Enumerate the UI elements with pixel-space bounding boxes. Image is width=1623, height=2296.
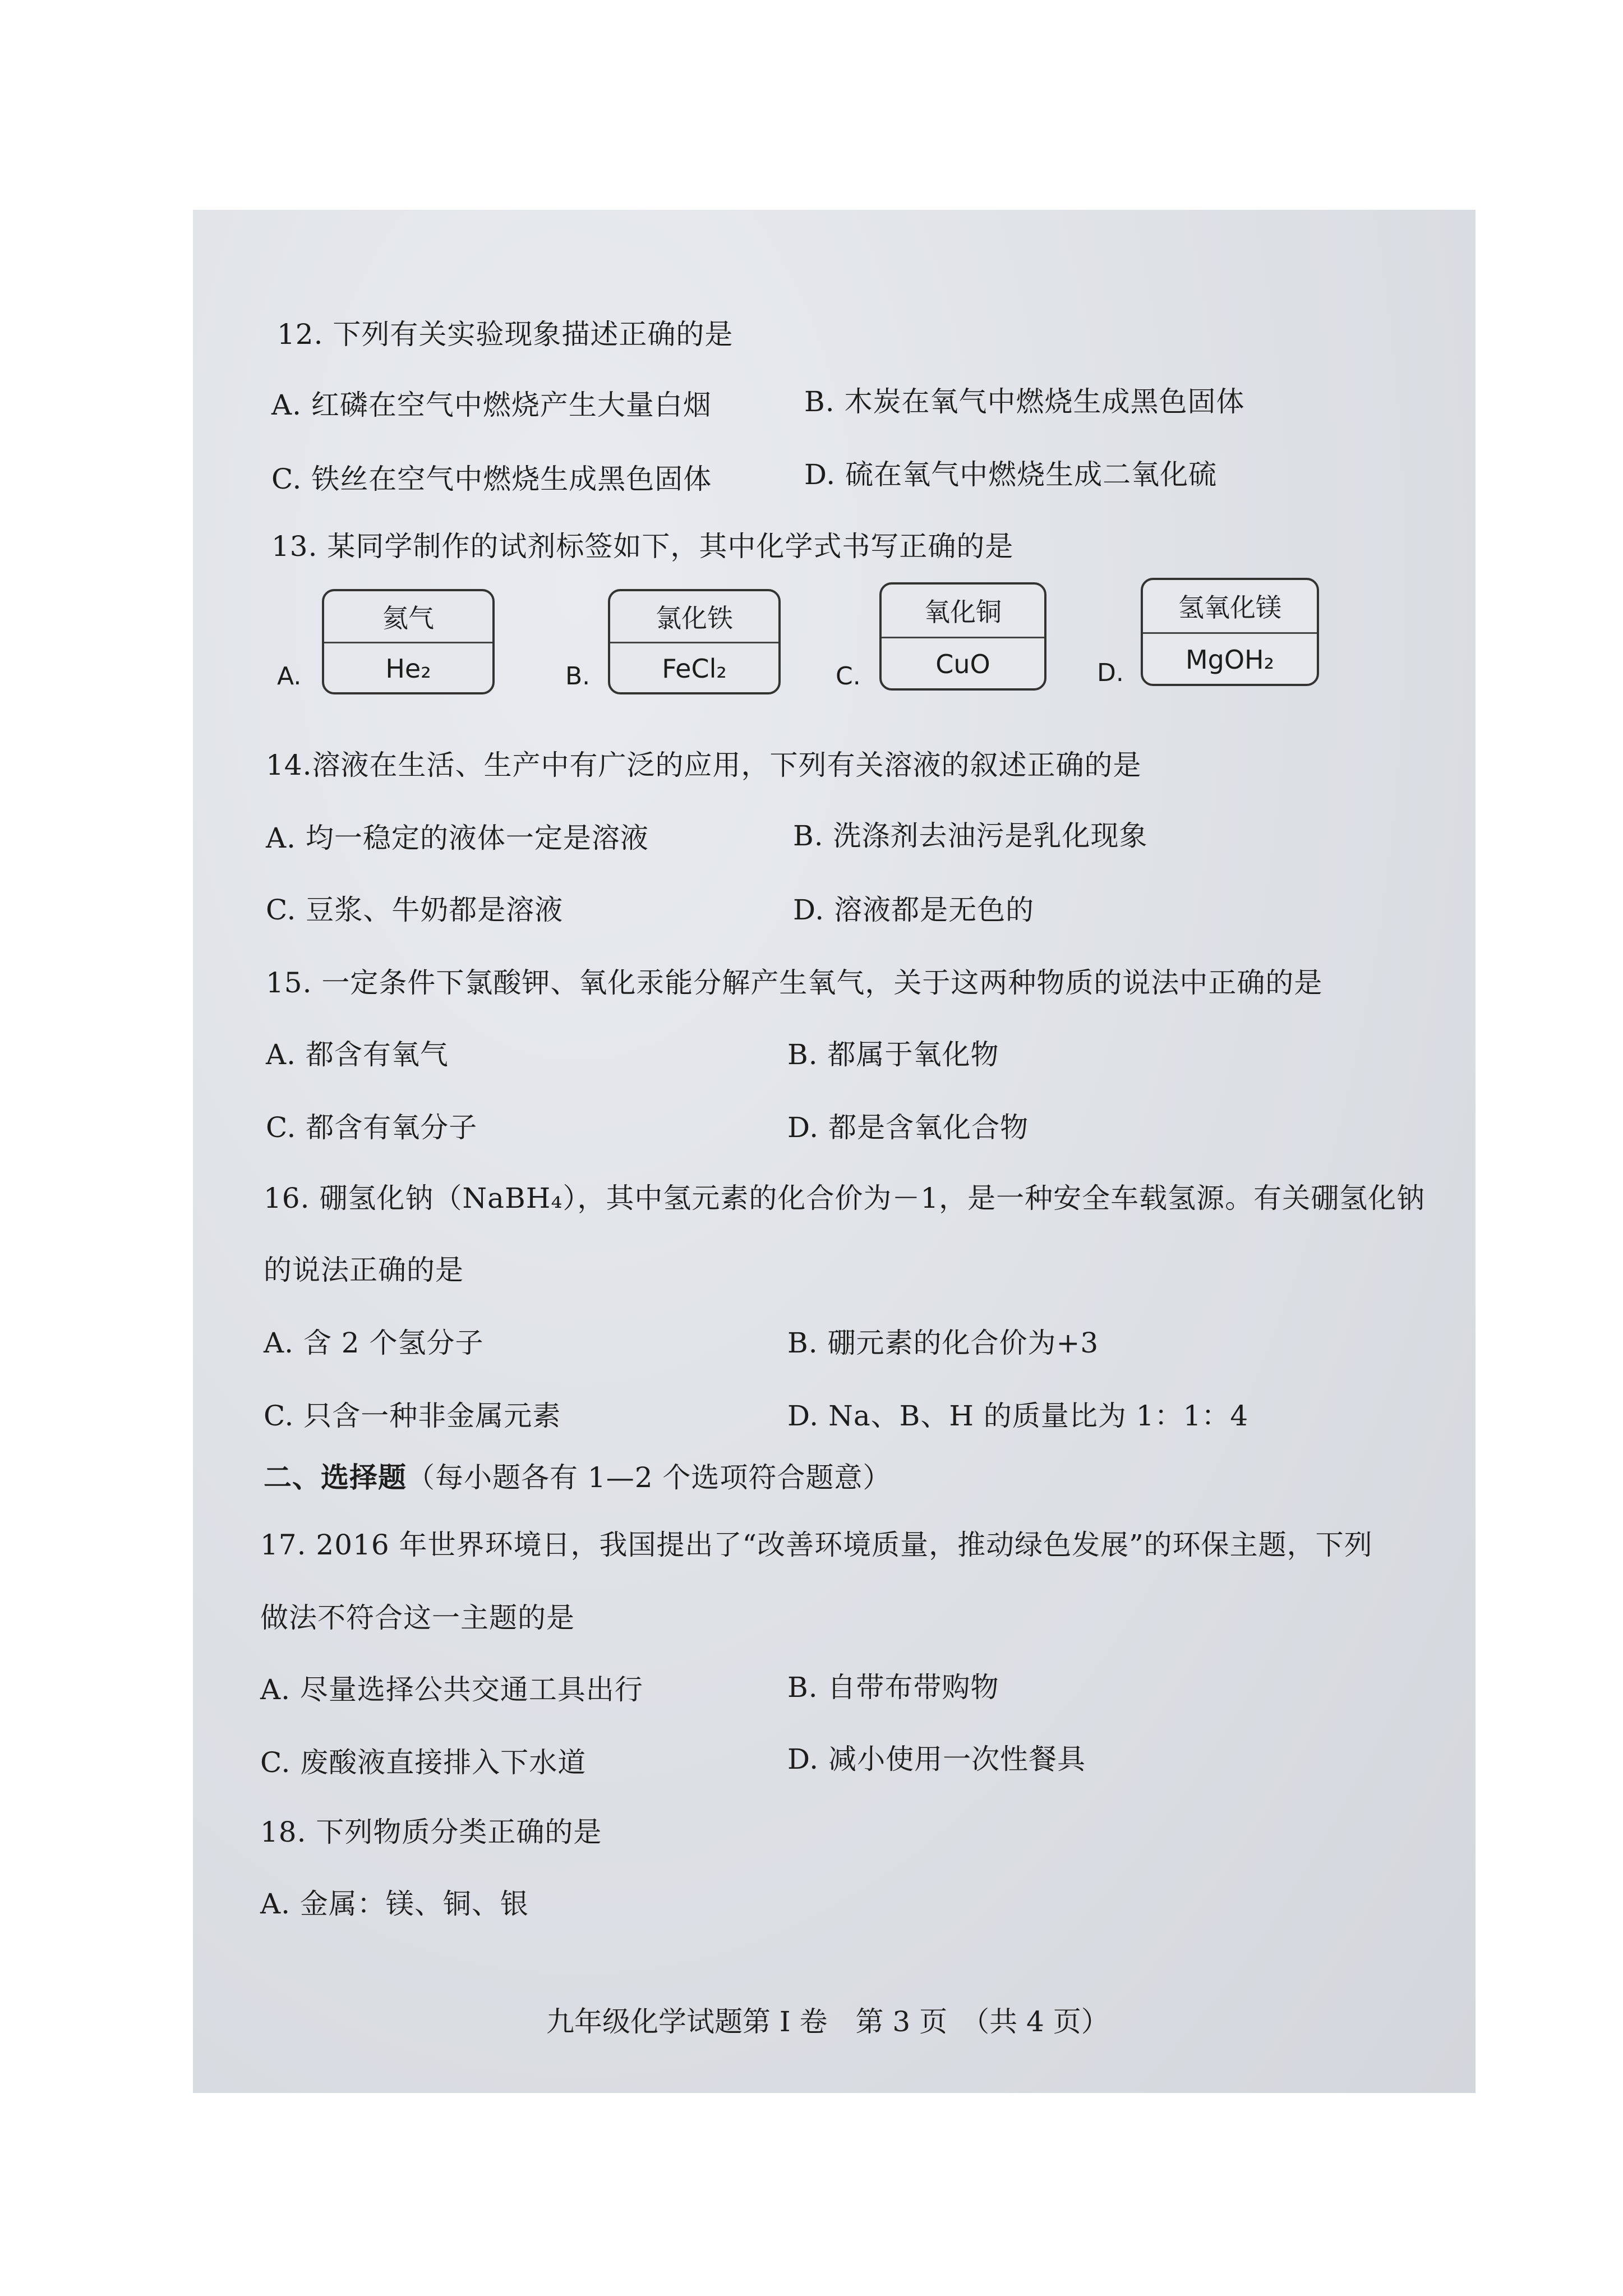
q12-option-b: B. 木炭在氧气中燃烧生成黑色固体	[804, 385, 1245, 418]
q15-option-c: C. 都含有氧分子	[266, 1111, 478, 1144]
q13-letter-d: D.	[1097, 659, 1124, 687]
q15-stem: 15. 一定条件下氯酸钾、氧化汞能分解产生氧气，关于这两种物质的说法中正确的是	[266, 967, 1323, 999]
q15-option-b: B. 都属于氧化物	[787, 1038, 999, 1071]
q14-option-b: B. 洗涤剂去油污是乳化现象	[793, 820, 1148, 852]
q13-label-c-name: 氧化铜	[882, 585, 1044, 638]
q13-label-a-formula: He₂	[385, 654, 431, 684]
section2-note: （每小题各有 1—2 个选项符合题意）	[407, 1461, 892, 1494]
section2-title: 二、选择题	[264, 1461, 407, 1494]
q13-label-d	[1141, 578, 1319, 686]
q13-label-b	[608, 589, 781, 694]
q14-option-c: C. 豆浆、牛奶都是溶液	[266, 894, 564, 926]
q16-option-a: A. 含 2 个氢分子	[264, 1327, 484, 1359]
q12-option-d: D. 硫在氧气中燃烧生成二氧化硫	[804, 458, 1218, 491]
q12-stem: 12. 下列有关实验现象描述正确的是	[277, 318, 734, 351]
q16-stem-line1: 16. 硼氢化钠（NaBH₄），其中氢元素的化合价为－1，是一种安全车载氢源。有关硼氢化钠	[264, 1182, 1426, 1214]
q13-label-a-name: 氦气	[324, 591, 492, 643]
q13-letter-b: B.	[565, 662, 591, 691]
section2-heading	[264, 1455, 891, 1496]
q13-stem: 13. 某同学制作的试剂标签如下，其中化学式书写正确的是	[271, 530, 1014, 563]
q17-option-a: A. 尽量选择公共交通工具出行	[260, 1673, 643, 1706]
q14-option-a: A. 均一稳定的液体一定是溶液	[266, 822, 649, 854]
q16-option-b: B. 硼元素的化合价为+3	[787, 1327, 1099, 1359]
q13-label-d-name: 氢氧化镁	[1143, 580, 1317, 634]
exam-page-photo	[193, 210, 1476, 2093]
q13-label-d-formula: MgOH₂	[1185, 644, 1275, 675]
q13-label-a	[322, 589, 495, 694]
q18-option-a: A. 金属：镁、铜、银	[260, 1888, 529, 1920]
q13-letter-a: A.	[277, 662, 302, 691]
q15-option-d: D. 都是含氧化合物	[787, 1111, 1029, 1144]
q13-label-c-formula: CuO	[935, 648, 990, 679]
q16-stem-line2: 的说法正确的是	[264, 1254, 464, 1286]
q16-option-c: C. 只含一种非金属元素	[264, 1400, 561, 1432]
q17-stem-line2: 做法不符合这一主题的是	[260, 1602, 575, 1634]
q13-label-b-name: 氯化铁	[610, 591, 778, 643]
q16-option-d: D. Na、B、H 的质量比为 1：1：4	[787, 1400, 1249, 1432]
q14-option-d: D. 溶液都是无色的	[793, 894, 1035, 926]
page-footer: 九年级化学试题第 I 卷 第 3 页 （共 4 页）	[546, 2005, 1109, 2038]
q18-stem: 18. 下列物质分类正确的是	[260, 1816, 602, 1848]
q13-label-b-formula: FeCl₂	[662, 654, 727, 684]
q13-letter-c: C.	[836, 662, 861, 691]
q15-option-a: A. 都含有氧气	[266, 1038, 449, 1071]
q12-option-c: C. 铁丝在空气中燃烧生成黑色固体	[271, 463, 712, 495]
q17-option-b: B. 自带布带购物	[787, 1671, 999, 1704]
q14-stem: 14.溶液在生活、生产中有广泛的应用，下列有关溶液的叙述正确的是	[266, 749, 1142, 781]
q17-option-c: C. 废酸液直接排入下水道	[260, 1746, 587, 1779]
q13-label-c	[879, 582, 1046, 691]
q17-option-d: D. 减小使用一次性餐具	[787, 1743, 1086, 1775]
q12-option-a: A. 红磷在空气中燃烧产生大量白烟	[271, 389, 712, 421]
q17-stem-line1: 17. 2016 年世界环境日，我国提出了“改善环境质量，推动绿色发展”的环保主题，下列	[260, 1529, 1373, 1561]
